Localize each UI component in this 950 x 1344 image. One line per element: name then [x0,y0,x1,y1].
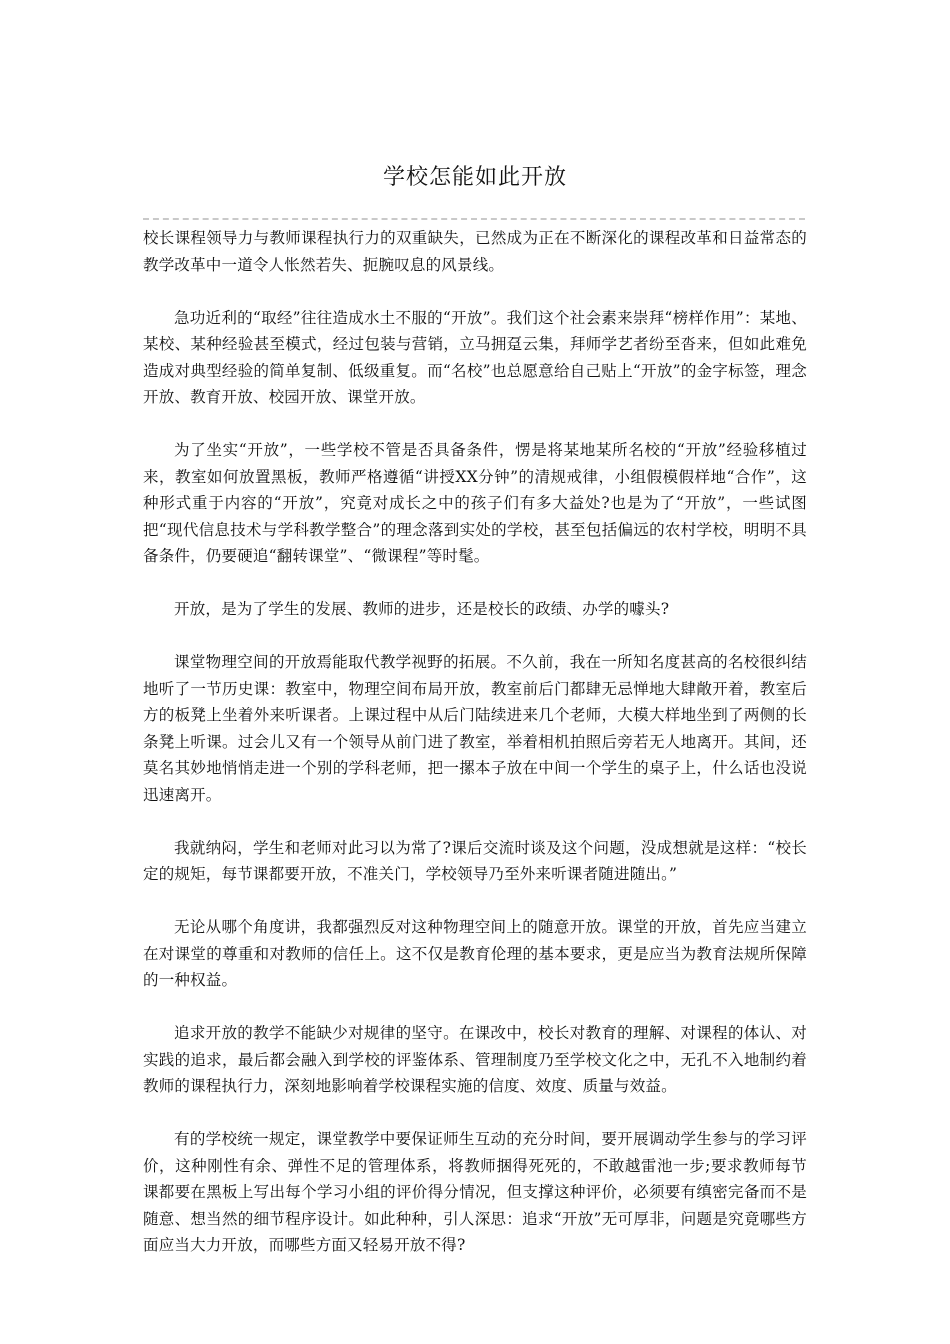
paragraph: 校长课程领导力与教师课程执行力的双重缺失，已然成为正在不断深化的课程改革和日益常态的教学改革中一道令人怅然若失、扼腕叹息的风景线。 [143,229,807,274]
paragraph: 课堂物理空间的开放焉能取代教学视野的拓展。不久前，我在一所知名度甚高的名校很纠结地听了一节历史课：教室中，物理空间布局开放，教室前后门都肆无忌惮地大肆敞开着，教室后方的板凳上坐着外来听课者。上课过程中从后门陆续进来几个老师，大模大样地坐到了两侧的长条凳上听课。过会儿又有一个领导从前门进了教室，举着相机拍照后旁若无人地离开。其间，还莫名其妙地悄悄走进一个别的学科老师，把一摞本子放在中间一个学生的桌子上，什么话也没说迅速离开。 [143,653,807,804]
paragraph: 追求开放的教学不能缺少对规律的坚守。在课改中，校长对教育的理解、对课程的体认、对实践的追求，最后都会融入到学校的评鉴体系、管理制度乃至学校文化之中，无孔不入地制约着教师的课程执行力，深刻地影响着学校课程实施的信度、效度、质量与效益。 [143,1024,807,1095]
paragraph: 急功近利的“取经”往往造成水土不服的“开放”。我们这个社会素来崇拜“榜样作用”：某地、某校、某种经验甚至模式，经过包装与营销，立马拥趸云集，拜师学艺者纷至沓来，但如此难免造成对典型经验的简单复制、低级重复。而“名校”也总愿意给自己贴上“开放”的金字标签，理念开放、教育开放、校园开放、课堂开放。 [143,308,807,406]
paragraph: 为了坐实“开放”，一些学校不管是否具备条件，愣是将某地某所名校的“开放”经验移植过来，教室如何放置黑板，教师严格遵循“讲授XX分钟”的清规戒律，小组假模假样地“合作”，这种形式重于内容的“开放”，究竟对成长之中的孩子们有多大益处?也是为了“开放”，一些试图把“现代信息技术与学科教学整合”的理念落到实处的学校，甚至包括偏远的农村学校，明明不具备条件，仍要硬追“翻转课堂”、“微课程”等时髦。 [143,441,807,565]
page-title: 学校怎能如此开放 [382,165,567,190]
paragraph: 无论从哪个角度讲，我都强烈反对这种物理空间上的随意开放。课堂的开放，首先应当建立在对课堂的尊重和对教师的信任上。这不仅是教育伦理的基本要求，更是应当为教育法规所保障的一种权益。 [143,918,807,989]
title-divider [143,218,805,220]
article-body [143,225,807,1285]
paragraph: 开放，是为了学生的发展、教师的进步，还是校长的政绩、办学的噱头? [174,600,670,618]
paragraph: 有的学校统一规定，课堂教学中要保证师生互动的充分时间，要开展调动学生参与的学习评价，这种刚性有余、弹性不足的管理体系，将教师捆得死死的，不敢越雷池一步;要求教师每节课都要在黑板上写出每个学习小组的评价得分情况，但支撑这种评价，必须要有缜密完备而不是随意、想当然的细节程序设计。如此种种，引人深思：追求“开放”无可厚非，问题是究竟哪些方面应当大力开放，而哪些方面又轻易开放不得? [143,1130,807,1254]
paragraph: 我就纳闷，学生和老师对此习以为常了?课后交流时谈及这个问题，没成想就是这样：“校长定的规矩，每节课都要开放，不准关门，学校领导乃至外来听课者随进随出。” [143,838,807,883]
